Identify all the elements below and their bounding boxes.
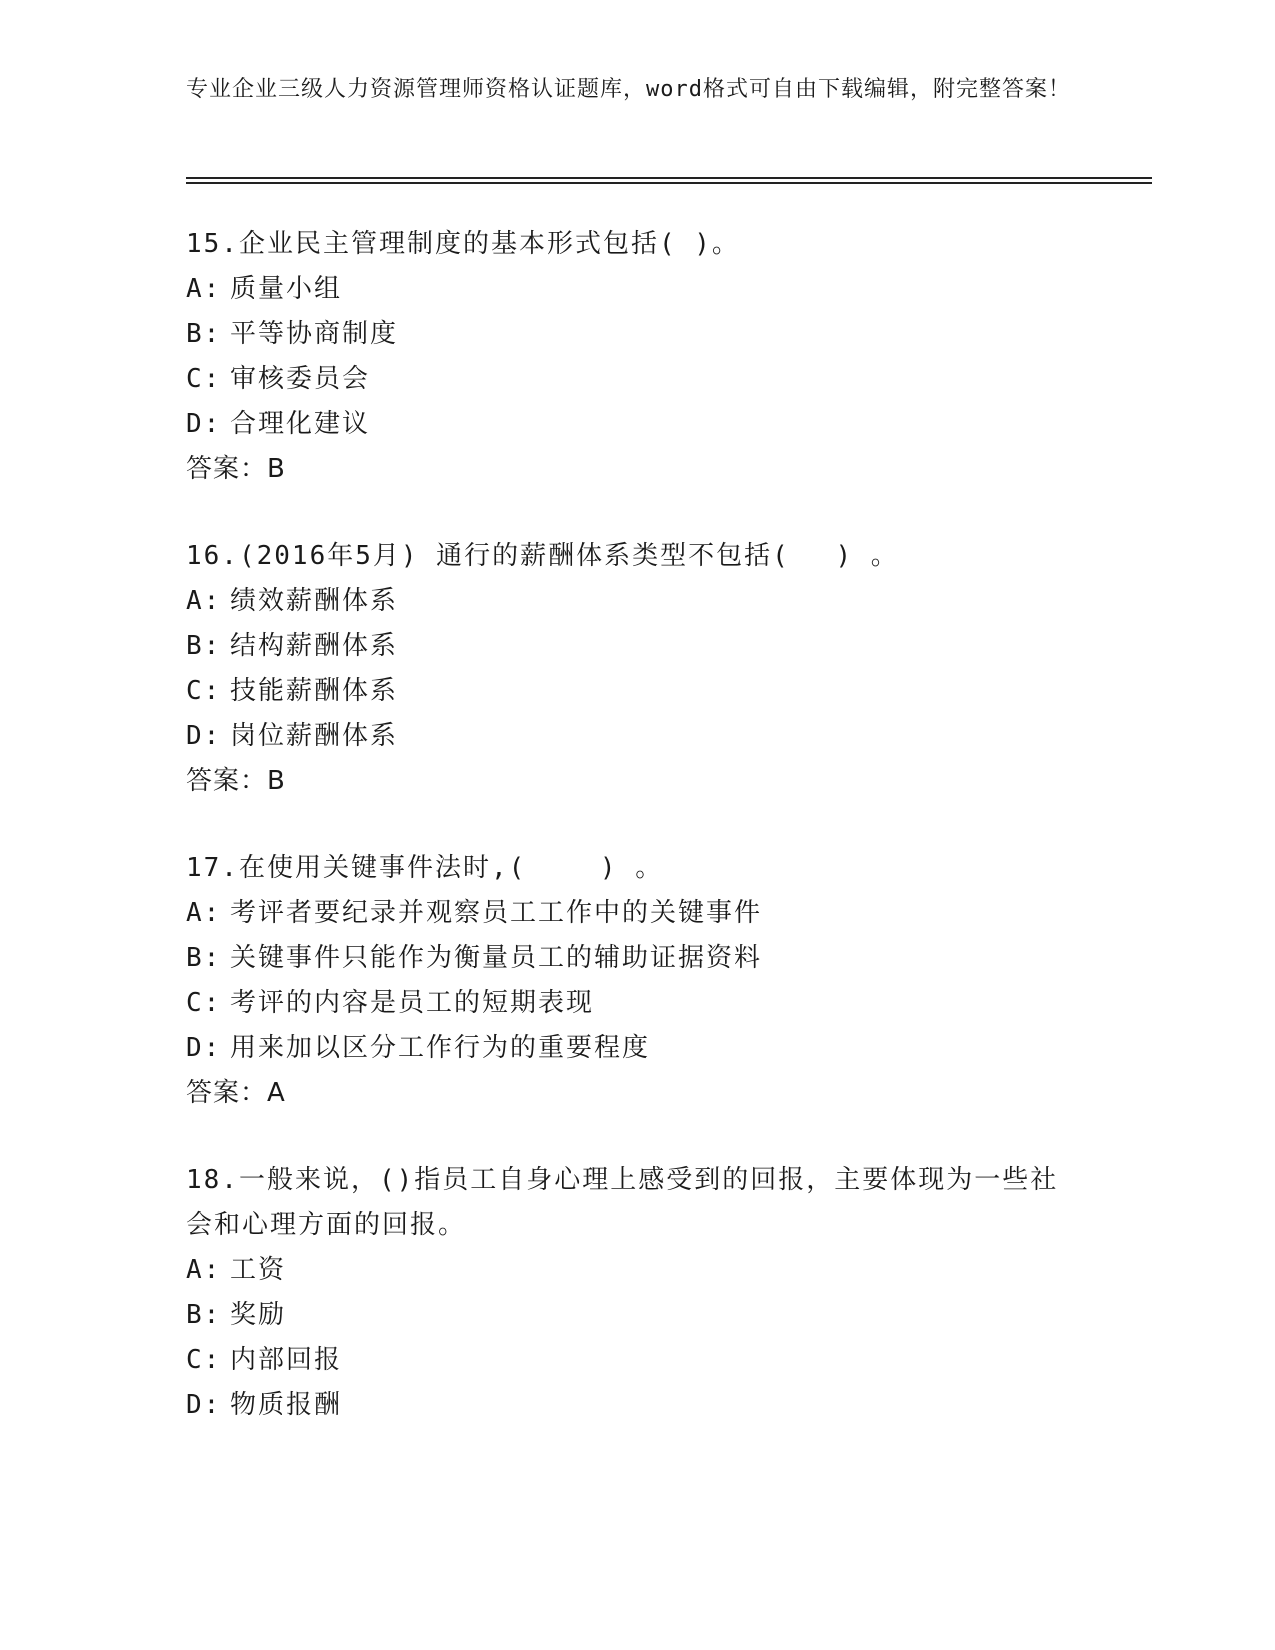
option-key: D: — [186, 721, 222, 751]
question-17 — [186, 846, 1086, 1116]
option-text: 结构薪酬体系 — [230, 631, 399, 661]
option-key: A: — [186, 586, 222, 616]
option-key: C: — [186, 676, 222, 706]
option-c — [186, 357, 1086, 402]
option-key: D: — [186, 1033, 222, 1063]
option-key: C: — [186, 988, 222, 1018]
question-stem: 15.企业民主管理制度的基本形式包括( )。 — [186, 229, 740, 259]
question-stem: 17.在使用关键事件法时,( ) 。 — [186, 853, 664, 883]
option-text: 考评者要纪录并观察员工工作中的关键事件 — [230, 898, 763, 928]
option-key: A: — [186, 1255, 222, 1285]
option-text: 用来加以区分工作行为的重要程度 — [230, 1033, 651, 1063]
question-stem: 16.(2016年5月) 通行的薪酬体系类型不包括( ) 。 — [186, 541, 899, 571]
option-key: B: — [186, 943, 222, 973]
option-text: 合理化建议 — [230, 409, 371, 439]
option-b — [186, 1293, 1086, 1338]
option-a — [186, 1248, 1086, 1293]
option-d — [186, 1383, 1086, 1428]
option-c — [186, 1338, 1086, 1383]
option-text: 工资 — [230, 1255, 287, 1285]
option-text: 考评的内容是员工的短期表现 — [230, 988, 595, 1018]
answer-line: 答案：B — [186, 454, 286, 484]
document-header — [186, 74, 1086, 106]
option-key: B: — [186, 631, 222, 661]
option-text: 奖励 — [230, 1300, 287, 1330]
option-text: 技能薪酬体系 — [230, 676, 399, 706]
option-b — [186, 936, 1086, 981]
option-a — [186, 267, 1086, 312]
option-text: 质量小组 — [230, 274, 343, 304]
option-text: 岗位薪酬体系 — [230, 721, 399, 751]
option-text: 平等协商制度 — [230, 319, 399, 349]
option-d — [186, 402, 1086, 447]
option-key: C: — [186, 364, 222, 394]
option-d — [186, 714, 1086, 759]
divider-line-top — [186, 177, 1152, 179]
option-text: 内部回报 — [230, 1345, 343, 1375]
question-18 — [186, 1158, 1086, 1428]
option-key: B: — [186, 1300, 222, 1330]
option-b — [186, 624, 1086, 669]
option-c — [186, 981, 1086, 1026]
option-key: D: — [186, 1390, 222, 1420]
question-stem: 18.一般来说，()指员工自身心理上感受到的回报，主要体现为一些社会和心理方面的回报。 — [186, 1165, 1059, 1240]
option-key: C: — [186, 1345, 222, 1375]
divider-line-bottom — [186, 182, 1152, 184]
header-description: 专业企业三级人力资源管理师资格认证题库，word格式可自由下载编辑，附完整答案！ — [186, 77, 1071, 102]
answer-line: 答案：A — [186, 1078, 286, 1108]
option-text: 关键事件只能作为衡量员工的辅助证据资料 — [230, 943, 763, 973]
option-text: 绩效薪酬体系 — [230, 586, 399, 616]
option-c — [186, 669, 1086, 714]
question-16 — [186, 534, 1086, 804]
option-key: B: — [186, 319, 222, 349]
option-a — [186, 579, 1086, 624]
option-key: A: — [186, 898, 222, 928]
answer-line: 答案：B — [186, 766, 286, 796]
header-divider — [186, 177, 1152, 183]
option-key: D: — [186, 409, 222, 439]
option-d — [186, 1026, 1086, 1071]
option-key: A: — [186, 274, 222, 304]
option-text: 审核委员会 — [230, 364, 371, 394]
question-15 — [186, 222, 1086, 492]
option-text: 物质报酬 — [230, 1390, 343, 1420]
option-b — [186, 312, 1086, 357]
option-a — [186, 891, 1086, 936]
